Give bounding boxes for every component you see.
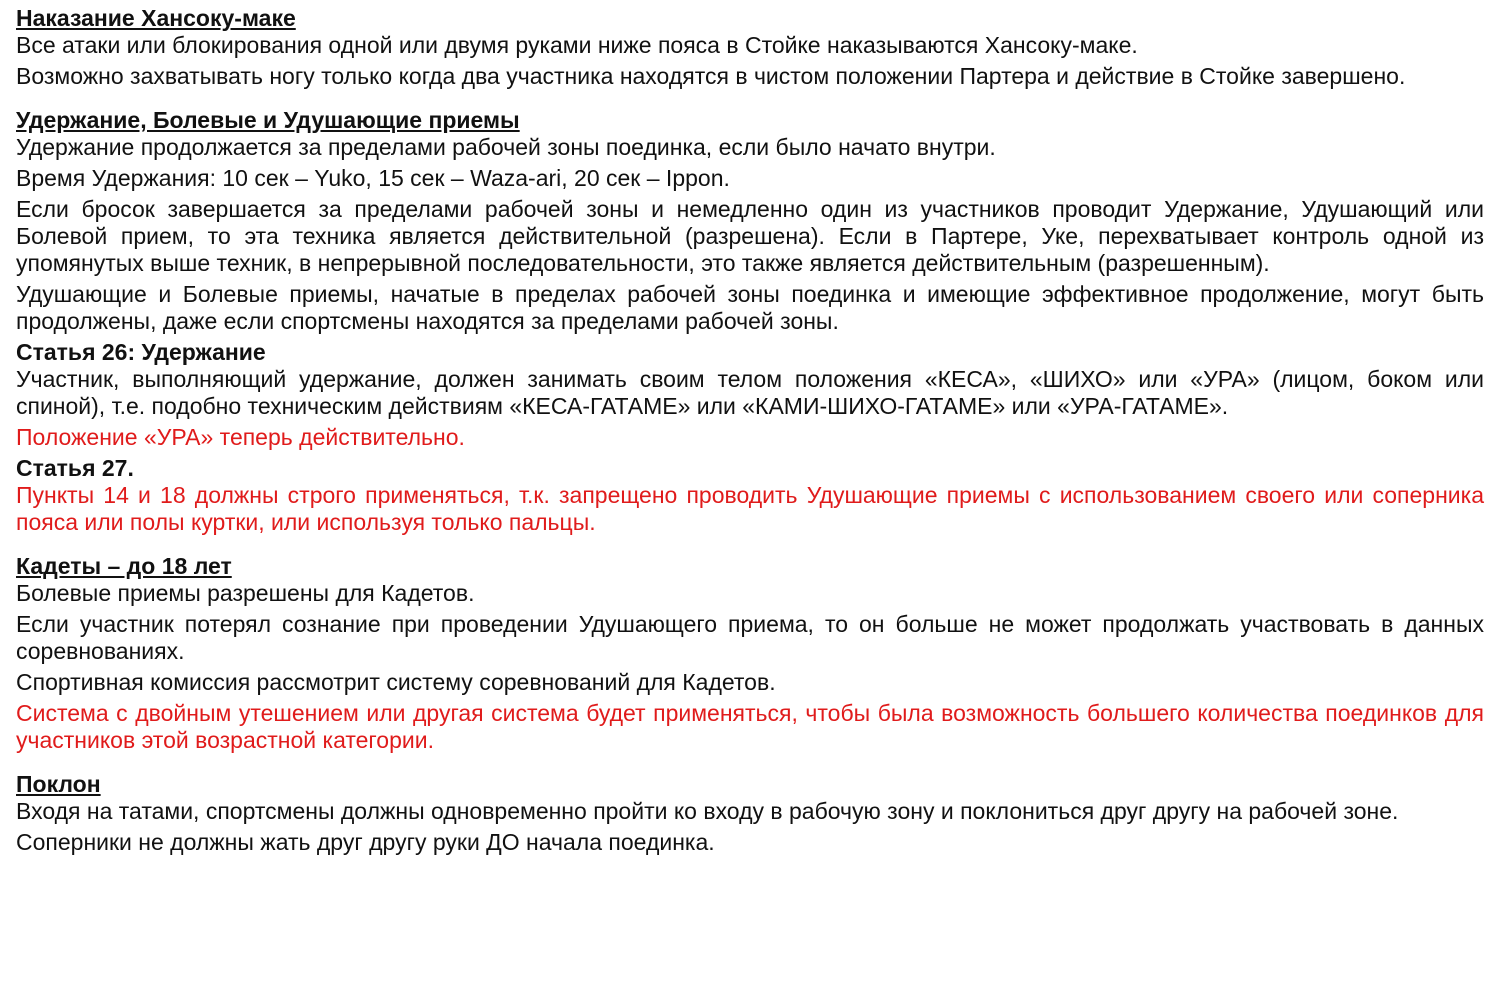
section-heading: Поклон bbox=[16, 771, 101, 797]
section-bow bbox=[16, 771, 1484, 856]
article-title: Статья 26: Удержание bbox=[16, 339, 266, 365]
section-cadets bbox=[16, 553, 1484, 754]
article-title: Статья 27. bbox=[16, 455, 134, 481]
section-heading: Кадеты – до 18 лет bbox=[16, 553, 232, 579]
paragraph-highlight: Положение «УРА» теперь действительно. bbox=[16, 424, 465, 450]
section-hansoku-make bbox=[16, 5, 1484, 90]
section-spacer bbox=[16, 90, 1484, 107]
section-spacer bbox=[16, 536, 1484, 553]
paragraph: Болевые приемы разрешены для Кадетов. bbox=[16, 580, 475, 606]
paragraph: Если участник потерял сознание при проведении Удушающего приема, то он больше не может продолжать участвовать в данных соревнованиях. bbox=[16, 611, 1484, 664]
paragraph: Время Удержания: 10 сек – Yuko, 15 сек – Waza-ari, 20 сек – Ippon. bbox=[16, 165, 730, 191]
paragraph: Входя на татами, спортсмены должны одновременно пройти ко входу в рабочую зону и поклониться друг другу на рабочей зоне. bbox=[16, 798, 1399, 824]
paragraph: Если бросок завершается за пределами рабочей зоны и немедленно один из участников проводит Удержание, Удушающий или Болевой прием, то эта техника является действительной (разрешена). Если в Партере, Уке, перехватывает контроль одной из упомянутых выше техник, в непрерывной последовательности, это также является действительным (разрешенным). bbox=[16, 196, 1484, 276]
section-spacer bbox=[16, 754, 1484, 771]
paragraph: Возможно захватывать ногу только когда два участника находятся в чистом положении Партера и действие в Стойке завершено. bbox=[16, 63, 1406, 89]
section-osaekomi-kansetsu-shime bbox=[16, 107, 1484, 536]
paragraph-highlight: Пункты 14 и 18 должны строго применяться, т.к. запрещено проводить Удушающие приемы с использованием своего или соперника пояса или полы куртки, или используя только пальцы. bbox=[16, 482, 1484, 535]
section-heading: Наказание Хансоку-маке bbox=[16, 5, 296, 31]
section-heading: Удержание, Болевые и Удушающие приемы bbox=[16, 107, 520, 133]
paragraph: Спортивная комиссия рассмотрит систему соревнований для Кадетов. bbox=[16, 669, 776, 695]
paragraph: Соперники не должны жать друг другу руки ДО начала поединка. bbox=[16, 829, 715, 855]
paragraph: Удушающие и Болевые приемы, начатые в пределах рабочей зоны поединка и имеющие эффективное продолжение, могут быть продолжены, даже если спортсмены находятся за пределами рабочей зоны. bbox=[16, 281, 1484, 334]
paragraph: Удержание продолжается за пределами рабочей зоны поединка, если было начато внутри. bbox=[16, 134, 996, 160]
paragraph-highlight: Система с двойным утешением или другая система будет применяться, чтобы была возможность большего количества поединков для участников этой возрастной категории. bbox=[16, 700, 1484, 753]
paragraph: Все атаки или блокирования одной или двумя руками ниже пояса в Стойке наказываются Хансоку-маке. bbox=[16, 32, 1138, 58]
paragraph: Участник, выполняющий удержание, должен занимать своим телом положения «КЕСА», «ШИХО» или «УРА» (лицом, боком или спиной), т.е. подобно техническим действиям «КЕСА-ГАТАМЕ» или «КАМИ-ШИХО-ГАТАМЕ» или «УРА-ГАТАМЕ». bbox=[16, 366, 1484, 419]
